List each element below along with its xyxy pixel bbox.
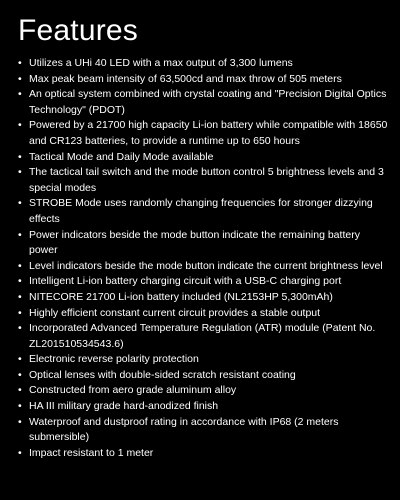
feature-item [18,383,388,399]
bullet-icon: • [18,290,22,303]
feature-item [18,321,388,352]
feature-text: STROBE Mode uses randomly changing frequencies for stronger dizzying effects [29,197,373,225]
feature-text: Constructed from aero grade aluminum alloy [29,384,237,397]
feature-text: Waterproof and dustproof rating in accordance with IP68 (2 meters submersible) [29,415,339,444]
feature-item [18,196,388,227]
bullet-icon: • [18,150,22,163]
feature-item [18,415,388,446]
bullet-icon: • [18,275,22,288]
feature-item [18,150,388,166]
page-title: Features [18,14,138,47]
bullet-icon: • [18,368,22,381]
feature-item [18,56,388,72]
feature-text: Max peak beam intensity of 63,500cd and max throw of 505 meters [29,72,342,85]
bullet-icon: • [18,197,22,210]
bullet-icon: • [18,57,22,69]
bullet-icon: • [18,353,22,366]
feature-item [18,306,388,322]
feature-text: Powered by a 21700 high capacity Li-ion battery while compatible with 18650 and CR123 batteries, to provide a runtime up to 650 hours [29,119,388,147]
feature-text: Power indicators beside the mode button indicate the remaining battery power [29,228,360,257]
bullet-icon: • [18,384,22,397]
feature-text: Electronic reverse polarity protection [29,353,199,366]
bullet-icon: • [18,166,22,179]
feature-item [18,274,388,290]
bullet-icon: • [18,88,22,101]
feature-text: Tactical Mode and Daily Mode available [29,150,214,163]
feature-item [18,72,388,88]
features-list [18,56,388,461]
bullet-icon: • [18,415,22,428]
feature-text: Utilizes a UHi 40 LED with a max output of 3,300 lumens [29,57,293,69]
feature-item [18,399,388,415]
bullet-icon: • [18,228,22,241]
feature-text: Highly efficient constant current circuit provides a stable output [29,306,321,319]
feature-text: An optical system combined with crystal coating and "Precision Digital Optics Technology" (PDOT) [29,88,387,116]
bullet-icon: • [18,259,22,272]
feature-text: HA III military grade hard-anodized finish [29,400,219,413]
feature-item [18,228,388,259]
feature-item [18,165,388,196]
bullet-icon: • [18,119,22,132]
feature-item [18,118,388,149]
feature-item [18,446,388,462]
feature-text: Level indicators beside the mode button indicate the current brightness level [29,259,383,272]
bullet-icon: • [18,322,22,335]
feature-item [18,368,388,384]
feature-text: Incorporated Advanced Temperature Regulation (ATR) module (Patent No. ZL201510534543.6) [29,322,376,350]
feature-text: Optical lenses with double-sided scratch resistant coating [29,368,296,381]
bullet-icon: • [18,446,22,459]
feature-text: Intelligent Li-ion battery charging circuit with a USB-C charging port [29,275,342,288]
feature-text: The tactical tail switch and the mode button control 5 brightness levels and 3 special modes [29,166,384,194]
feature-text: Impact resistant to 1 meter [29,446,154,459]
feature-item [18,87,388,118]
feature-text: NITECORE 21700 Li-ion battery included (NL2153HP 5,300mAh) [29,290,333,303]
bullet-icon: • [18,306,22,319]
feature-item [18,290,388,306]
feature-item [18,259,388,275]
bullet-icon: • [18,400,22,413]
feature-item [18,352,388,368]
bullet-icon: • [18,72,22,85]
